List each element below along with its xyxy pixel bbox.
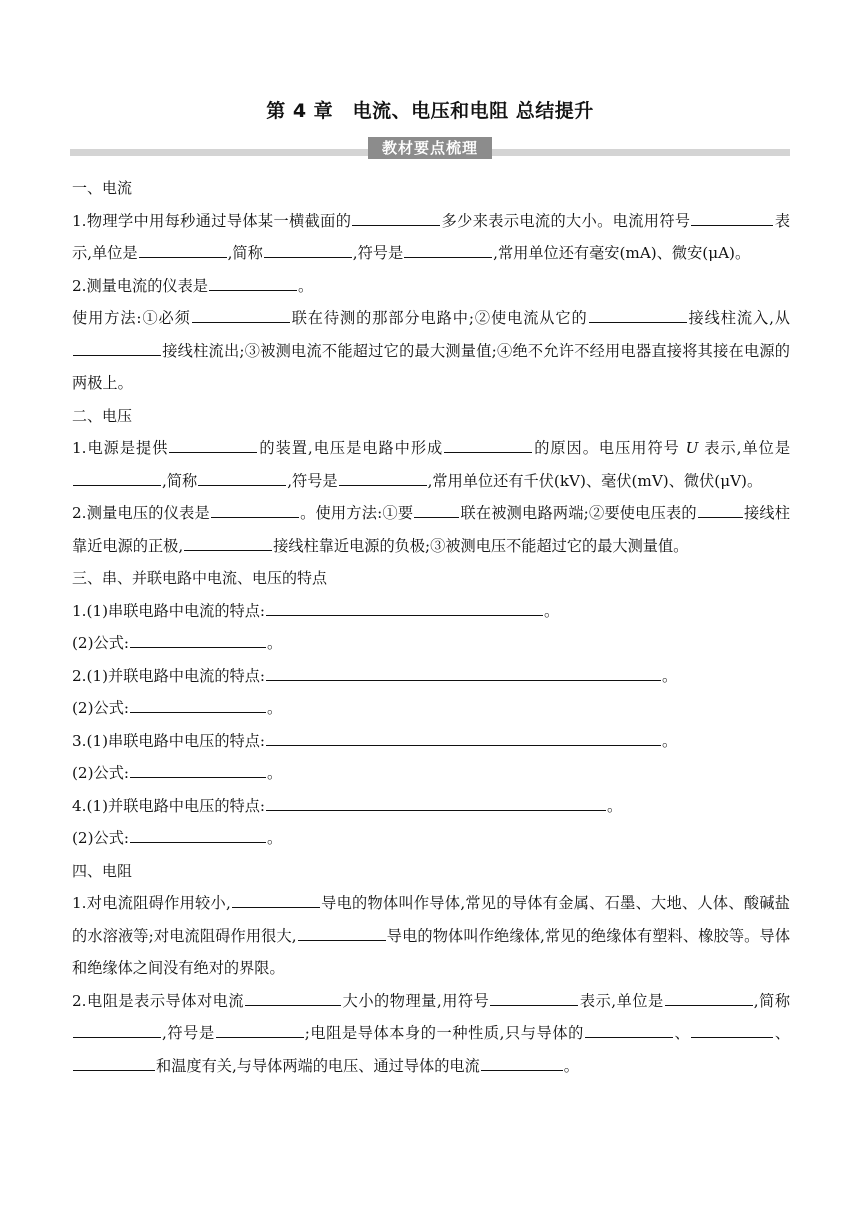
section-heading-resistance: 四、电阻 — [72, 861, 133, 880]
fill-blank[interactable] — [339, 467, 427, 486]
fill-blank[interactable] — [490, 987, 578, 1006]
fill-blank[interactable] — [404, 239, 492, 258]
section-banner: 教材要点梳理 — [368, 137, 492, 159]
resistance-paragraph-2: 2.电阻是表示导体对电流 大小的物理量,用符号 表示,单位是 ,简称,符号是 ;电阻是导体本身的一种性质,只与导体的 、 、和温度有关,与导体两端的电压、通过导体的电流 。 — [72, 985, 790, 1083]
parallel-current-formula: (2)公式: 。 — [72, 692, 790, 725]
series-current-formula: (2)公式: 。 — [72, 627, 790, 660]
worksheet-content — [72, 172, 790, 1082]
fill-blank[interactable] — [691, 1019, 773, 1038]
current-paragraph-2: 2.测量电流的仪表是 。 — [72, 270, 790, 303]
fill-blank[interactable] — [444, 434, 532, 453]
fill-blank[interactable] — [232, 889, 320, 908]
series-voltage-feature: 3.(1)串联电路中电压的特点: 。 — [72, 725, 790, 758]
fill-blank[interactable] — [481, 1052, 563, 1071]
fill-blank[interactable] — [298, 922, 386, 941]
fill-blank[interactable] — [130, 694, 266, 713]
fill-blank[interactable] — [665, 987, 753, 1006]
section-heading-current: 一、电流 — [72, 179, 133, 197]
fill-blank[interactable] — [691, 207, 773, 226]
fill-blank[interactable] — [245, 987, 341, 1006]
fill-blank[interactable] — [589, 304, 687, 323]
parallel-voltage-formula: (2)公式: 。 — [72, 822, 790, 855]
fill-blank[interactable] — [414, 499, 459, 518]
fill-blank[interactable] — [169, 434, 257, 453]
fill-blank[interactable] — [585, 1019, 673, 1038]
fill-blank[interactable] — [73, 1052, 155, 1071]
fill-blank[interactable] — [139, 239, 227, 258]
series-current-feature: 1.(1)串联电路中电流的特点: 。 — [72, 595, 790, 628]
page-title: 第 4 章 电流、电压和电阻 总结提升 — [266, 100, 594, 122]
fill-blank[interactable] — [266, 662, 661, 681]
current-paragraph-1: 1.物理学中用每秒通过导体某一横截面的 多少来表示电流的大小。电流用符号 表示,单位是 ,简称 ,符号是 ,常用单位还有毫安(mA)、微安(μA)。 — [72, 205, 790, 270]
fill-blank[interactable] — [130, 824, 266, 843]
fill-blank[interactable] — [184, 532, 272, 551]
section-heading-voltage: 二、电压 — [72, 406, 133, 425]
fill-blank[interactable] — [266, 597, 543, 616]
fill-blank[interactable] — [266, 727, 661, 746]
fill-blank[interactable] — [352, 207, 440, 226]
fill-blank[interactable] — [73, 337, 161, 356]
fill-blank[interactable] — [211, 499, 299, 518]
fill-blank[interactable] — [209, 272, 297, 291]
parallel-voltage-feature: 4.(1)并联电路中电压的特点: 。 — [72, 790, 790, 823]
voltage-paragraph-1: 1.电源是提供 的装置,电压是电路中形成 的原因。电压用符号 U 表示,单位是,简称 ,符号是 ,常用单位还有千伏(kV)、毫伏(mV)、微伏(μV)。 — [72, 432, 790, 497]
fill-blank[interactable] — [264, 239, 352, 258]
current-paragraph-3: 使用方法:①必须 联在待测的那部分电路中;②使电流从它的 接线柱流入,从接线柱流出;③被测电流不能超过它的最大测量值;④绝不允许不经用电器直接将其接在电源的两极上。 — [72, 302, 790, 400]
fill-blank[interactable] — [216, 1019, 304, 1038]
fill-blank[interactable] — [698, 499, 743, 518]
fill-blank[interactable] — [266, 792, 606, 811]
resistance-paragraph-1: 1.对电流阻碍作用较小, 导电的物体叫作导体,常见的导体有金属、石墨、大地、人体、酸碱盐的水溶液等;对电流阻碍作用很大, 导电的物体叫作绝缘体,常见的绝缘体有塑料、橡胶等。导体和绝缘体之间没有绝对的界限。 — [72, 887, 790, 985]
fill-blank[interactable] — [73, 467, 161, 486]
fill-blank[interactable] — [192, 304, 290, 323]
fill-blank[interactable] — [73, 1019, 161, 1038]
fill-blank[interactable] — [130, 629, 266, 648]
fill-blank[interactable] — [130, 759, 266, 778]
parallel-current-feature: 2.(1)并联电路中电流的特点: 。 — [72, 660, 790, 693]
series-voltage-formula: (2)公式: 。 — [72, 757, 790, 790]
fill-blank[interactable] — [198, 467, 286, 486]
section-heading-series-parallel: 三、串、并联电路中电流、电压的特点 — [72, 569, 328, 587]
voltage-paragraph-2: 2.测量电压的仪表是 。使用方法:①要 联在被测电路两端;②要使电压表的 接线柱靠近电源的正极, 接线柱靠近电源的负极;③被测电压不能超过它的最大测量值。 — [72, 497, 790, 562]
